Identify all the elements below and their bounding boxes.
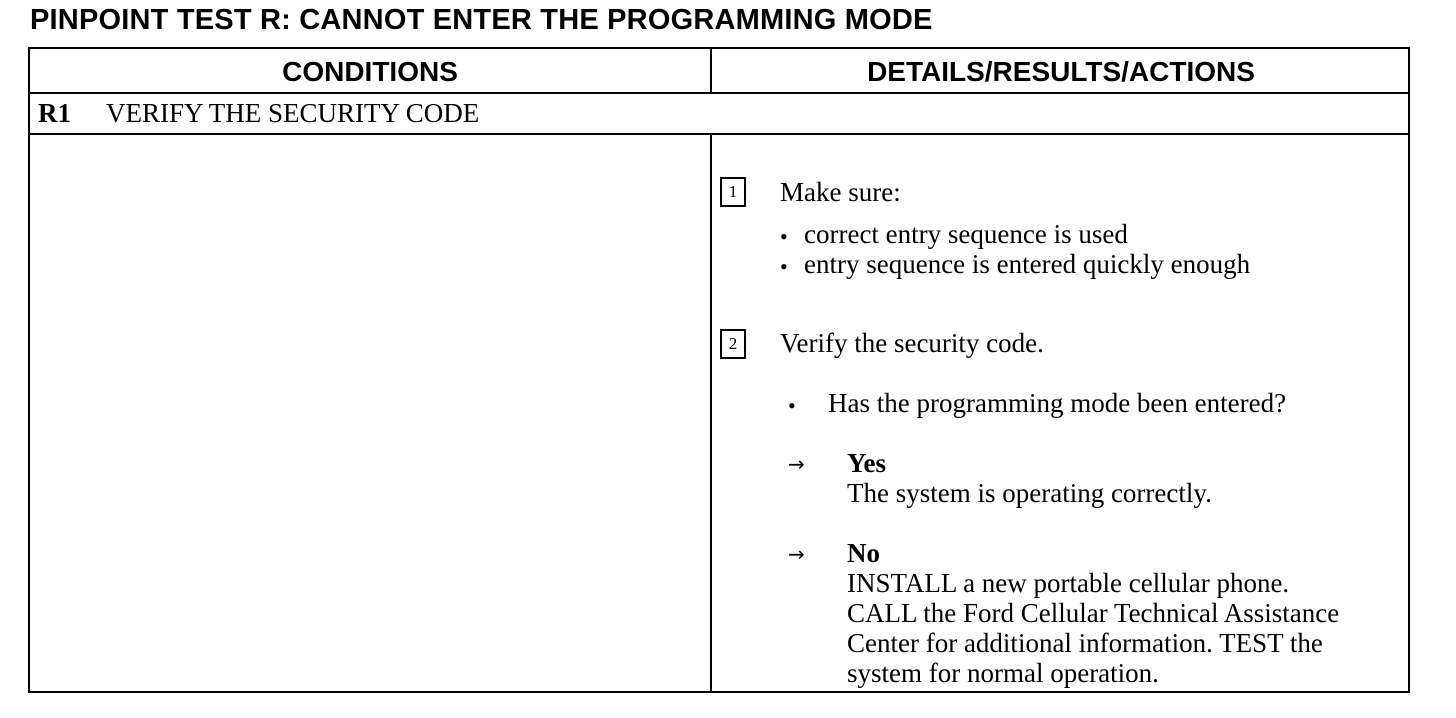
result-line: system for normal operation. <box>847 658 1159 688</box>
action-bullet: correct entry sequence is used <box>804 219 1128 249</box>
action-number-badge: 2 <box>720 329 746 359</box>
result-line: INSTALL a new portable cellular phone. <box>847 568 1290 598</box>
result-answer-yes: Yes <box>847 448 886 478</box>
step-code: R1 <box>38 98 71 128</box>
pinpoint-test-table <box>28 47 1410 693</box>
result-answer-no: No <box>847 538 880 568</box>
bullet-marker: • <box>788 393 796 418</box>
conditions-cell <box>30 135 710 691</box>
table-header-row <box>30 49 1408 94</box>
arrow-right-icon: → <box>788 452 805 476</box>
conditions-column-header: CONDITIONS <box>282 56 458 87</box>
bullet-marker: • <box>780 224 788 249</box>
page-title: PINPOINT TEST R: CANNOT ENTER THE PROGRAMMING MODE <box>30 4 933 36</box>
action-number-badge: 1 <box>720 177 746 207</box>
bullet-marker: • <box>780 254 788 279</box>
arrow-right-icon: → <box>788 542 805 566</box>
action-text: Make sure: <box>780 177 901 207</box>
result-line: Center for additional information. TEST the <box>847 628 1323 658</box>
step-row-r1 <box>30 94 1408 135</box>
details-cell <box>712 135 1408 691</box>
step-title: VERIFY THE SECURITY CODE <box>106 98 480 128</box>
action-question: Has the programming mode been entered? <box>828 388 1287 418</box>
action-bullet: entry sequence is entered quickly enough <box>804 249 1251 279</box>
result-line: The system is operating correctly. <box>847 478 1212 508</box>
column-divider <box>710 49 712 94</box>
action-text: Verify the security code. <box>780 328 1044 358</box>
details-column-header: DETAILS/RESULTS/ACTIONS <box>867 56 1255 87</box>
result-line: CALL the Ford Cellular Technical Assistance <box>847 598 1340 628</box>
